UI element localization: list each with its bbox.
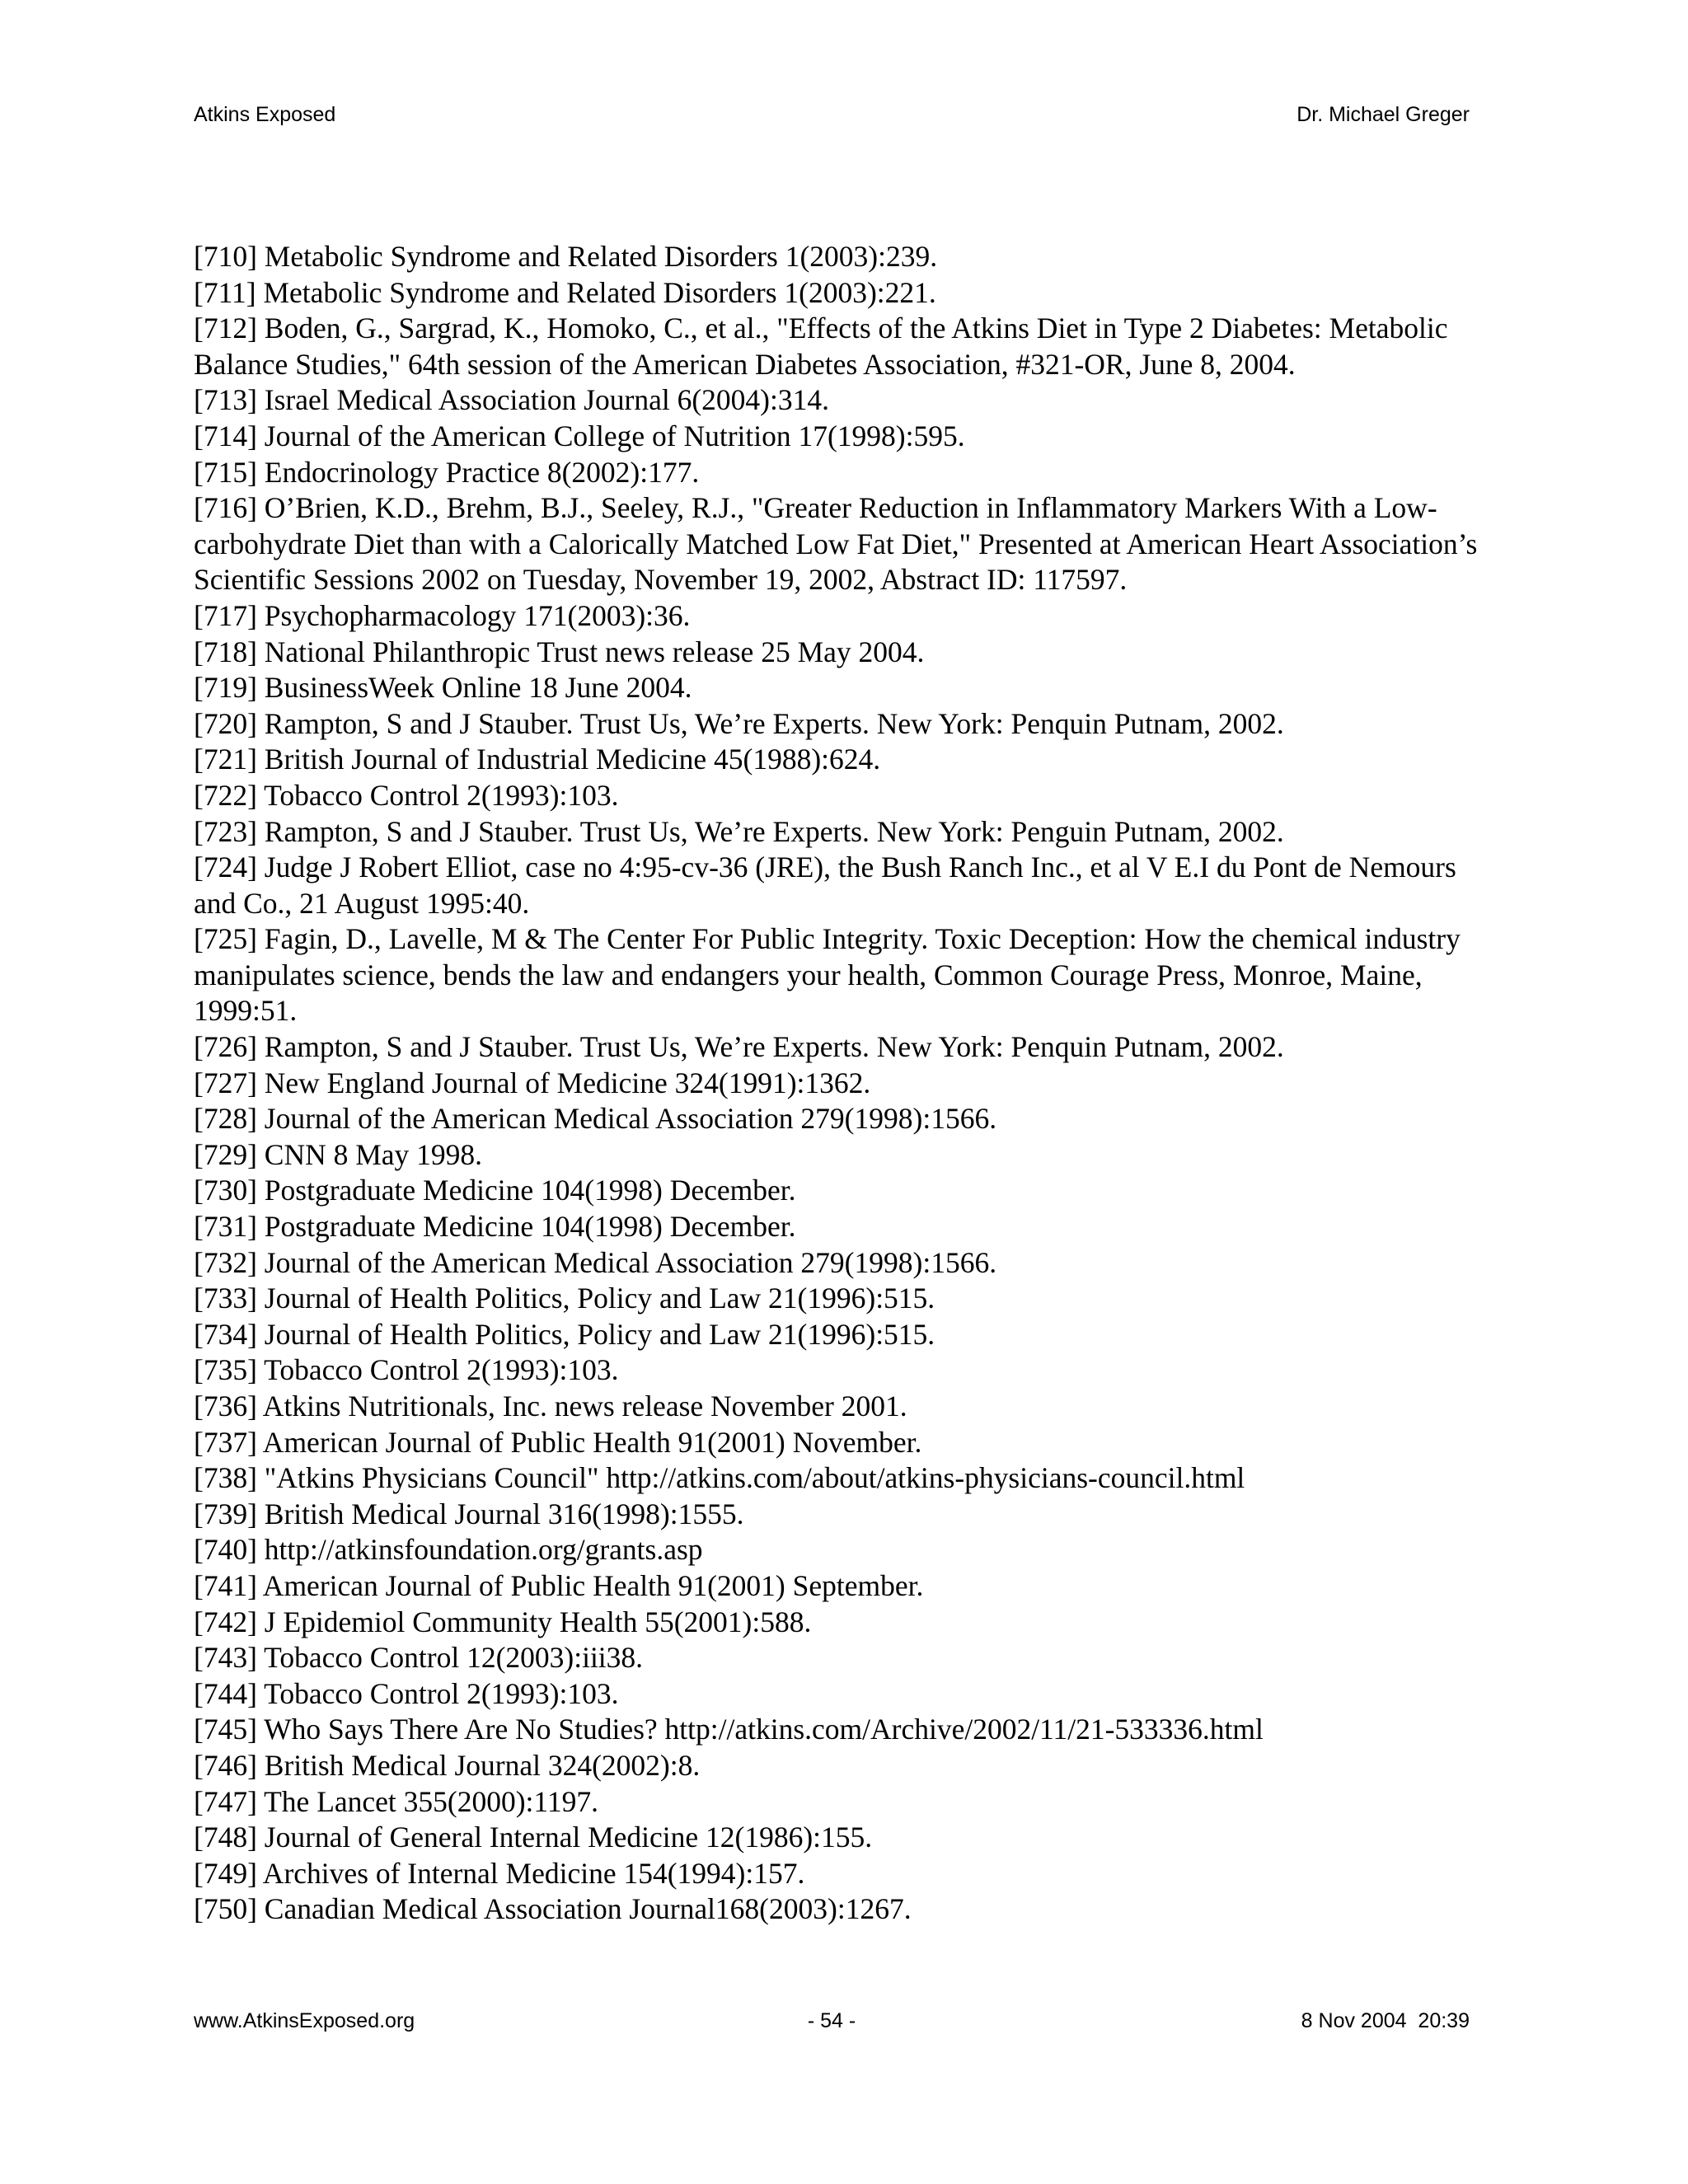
reference-item: [743] Tobacco Control 12(2003):iii38. bbox=[194, 1641, 644, 1675]
reference-item: [717] Psychopharmacology 171(2003):36. bbox=[194, 598, 691, 632]
reference-item: [724] Judge J Robert Elliot, case no 4:95-cv-36 (JRE), the Bush Ranch Inc., et al V E.I du Pont de Nemours and Co., 21 August 1995:40. bbox=[194, 851, 1456, 920]
reference-item: [735] Tobacco Control 2(1993):103. bbox=[194, 1353, 619, 1387]
footer-timestamp: 8 Nov 2004 20:39 bbox=[1301, 2009, 1470, 2032]
reference-item: [737] American Journal of Public Health 91(2001) November. bbox=[194, 1425, 922, 1459]
reference-item: [730] Postgraduate Medicine 104(1998) December. bbox=[194, 1174, 796, 1207]
reference-item: [713] Israel Medical Association Journal 6(2004):314. bbox=[194, 383, 829, 417]
reference-item: [720] Rampton, S and J Stauber. Trust Us, We’re Experts. New York: Penquin Putnam, 2002. bbox=[194, 706, 1284, 740]
reference-item: [738] "Atkins Physicians Council" http://atkins.com/about/atkins-physicians-council.html bbox=[194, 1461, 1245, 1495]
reference-item: [748] Journal of General Internal Medicine 12(1986):155. bbox=[194, 1821, 873, 1854]
reference-item: [750] Canadian Medical Association Journal168(2003):1267. bbox=[194, 1892, 912, 1926]
header-author: Dr. Michael Greger bbox=[1296, 103, 1470, 126]
reference-item: [749] Archives of Internal Medicine 154(1994):157. bbox=[194, 1856, 805, 1890]
reference-item: [716] O’Brien, K.D., Brehm, B.J., Seeley, R.J., "Greater Reduction in Inflammatory Markers With a Low-carbohydrate Diet than with a Calorically Matched Low Fat Diet," Presented at American Heart Association’s Scientific Sessions 2002 on Tuesday, November 19, 2002, Abstract ID: 117597. bbox=[194, 491, 1478, 597]
reference-item: [719] BusinessWeek Online 18 June 2004. bbox=[194, 671, 692, 705]
reference-item: [747] The Lancet 355(2000):1197. bbox=[194, 1784, 598, 1818]
reference-item: [731] Postgraduate Medicine 104(1998) December. bbox=[194, 1210, 796, 1244]
reference-item: [732] Journal of the American Medical Association 279(1998):1566. bbox=[194, 1245, 997, 1279]
reference-item: [746] British Medical Journal 324(2002):8. bbox=[194, 1748, 701, 1782]
reference-item: [721] British Journal of Industrial Medicine 45(1988):624. bbox=[194, 743, 881, 776]
reference-item: [714] Journal of the American College of Nutrition 17(1998):595. bbox=[194, 419, 965, 452]
reference-item: [740] http://atkinsfoundation.org/grants.asp bbox=[194, 1533, 703, 1567]
reference-item: [736] Atkins Nutritionals, Inc. news release November 2001. bbox=[194, 1390, 907, 1422]
footer-website: www.AtkinsExposed.org bbox=[194, 2009, 415, 2032]
reference-item: [745] Who Says There Are No Studies? http://atkins.com/Archive/2002/11/21-533336.html bbox=[194, 1713, 1264, 1746]
reference-item: [718] National Philanthropic Trust news release 25 May 2004. bbox=[194, 635, 925, 668]
reference-item: [734] Journal of Health Politics, Policy and Law 21(1996):515. bbox=[194, 1317, 935, 1351]
reference-item: [739] British Medical Journal 316(1998):1555. bbox=[194, 1497, 744, 1530]
header-book-title: Atkins Exposed bbox=[194, 103, 336, 126]
reference-item: [711] Metabolic Syndrome and Related Disorders 1(2003):221. bbox=[194, 275, 936, 309]
reference-item: [723] Rampton, S and J Stauber. Trust Us, We’re Experts. New York: Penguin Putnam, 2002. bbox=[194, 814, 1284, 848]
reference-item: [741] American Journal of Public Health 91(2001) September. bbox=[194, 1568, 924, 1602]
reference-item: [715] Endocrinology Practice 8(2002):177. bbox=[194, 455, 700, 489]
reference-item: [710] Metabolic Syndrome and Related Disorders 1(2003):239. bbox=[194, 240, 938, 273]
reference-item: [725] Fagin, D., Lavelle, M & The Center For Public Integrity. Toxic Deception: How the chemical industry manipulates science, bends the law and endangers your health, Common Courage Press, Monroe, Maine, 1999:51. bbox=[194, 922, 1461, 1028]
reference-item: [742] J Epidemiol Community Health 55(2001):588. bbox=[194, 1605, 812, 1638]
reference-list bbox=[194, 239, 1479, 1928]
reference-item: [726] Rampton, S and J Stauber. Trust Us, We’re Experts. New York: Penquin Putnam, 2002. bbox=[194, 1030, 1284, 1064]
reference-item: [712] Boden, G., Sargrad, K., Homoko, C., et al., "Effects of the Atkins Diet in Type 2 Diabetes: Metabolic Balance Studies," 64th session of the American Diabetes Association, #321-OR, June 8, 2004. bbox=[194, 312, 1448, 381]
reference-item: [722] Tobacco Control 2(1993):103. bbox=[194, 778, 619, 812]
page-number: - 54 - bbox=[807, 2009, 856, 2032]
reference-item: [728] Journal of the American Medical Association 279(1998):1566. bbox=[194, 1102, 997, 1136]
reference-item: [729] CNN 8 May 1998. bbox=[194, 1137, 483, 1171]
reference-item: [733] Journal of Health Politics, Policy and Law 21(1996):515. bbox=[194, 1282, 935, 1315]
reference-item: [744] Tobacco Control 2(1993):103. bbox=[194, 1676, 619, 1710]
reference-item: [727] New England Journal of Medicine 324(1991):1362. bbox=[194, 1066, 871, 1099]
